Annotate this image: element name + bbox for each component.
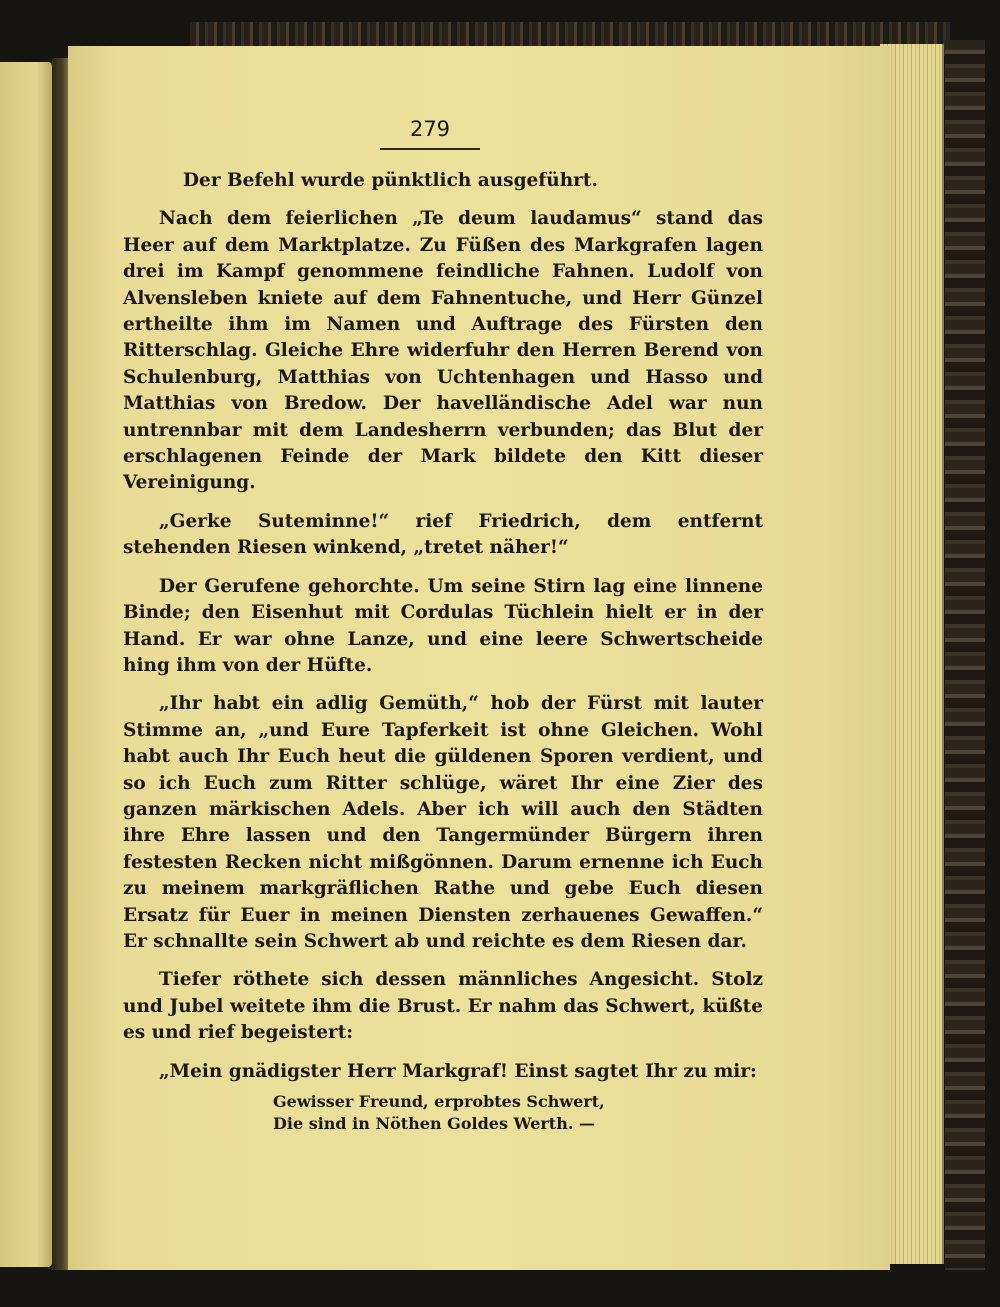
paragraph: „Gerke Suteminne!“ rief Friedrich, dem entfernt stehenden Riesen winkend, „tretet näher!“ (123, 510, 763, 559)
paragraph: „Ihr habt ein adlig Gemüth,“ hob der Fürst mit lauter Stimme an, „und Eure Tapferkeit ist ohne Gleichen. Wohl habt auch Ihr Euch heut die güldenen Sporen verdient, und so ich Euch zum Ritter schlüge, wäret Ihr eine Zier des ganzen märkischen Adels. Aber ich will auch den Städten ihre Ehre lassen und den Tangermünder Bürgern ihren festesten Recken nicht mißgönnen. Darum ernenne ich Euch zu meinem markgräflichen Rathe und gebe Euch diesen Ersatz für Euer in meinen Diensten zerhauenes Gewaffen.“ Er schnallte sein Schwert ab und reichte es dem Riesen dar. (123, 693, 763, 952)
paragraph: Nach dem feierlichen „Te deum laudamus“ stand das Heer auf dem Marktplatze. Zu Füßen des Markgrafen lagen drei im Kampf genommene feindliche Fahnen. Ludolf von Alvensleben kniete auf dem Fahnentuche, und Herr Günzel ertheilte ihm im Namen und Auftrage des Fürsten den Ritterschlag. Gleiche Ehre widerfuhr den Herren Berend von Schulenburg, Matthias von Uchtenhagen und Hasso und Matthias von Bredow. Der havelländische Adel war nun untrennbar mit dem Landesherrn verbunden; das Blut der erschlagenen Feinde der Mark bildete den Kitt dieser Vereinigung. (123, 208, 763, 494)
verse-line: Die sind in Nöthen Goldes Werth. — (273, 1114, 595, 1133)
cover-ornament-right (945, 40, 985, 1270)
page-number-rule (380, 148, 480, 150)
paragraph: Der Gerufene gehorchte. Um seine Stirn lag eine linnene Binde; den Eisenhut mit Cordulas Tüchlein hielt er in der Hand. Er war ohne Lanze, und eine leere Schwertscheide hing ihm von der Hüfte. (123, 575, 763, 676)
paragraph: Tiefer röthete sich dessen männliches Angesicht. Stolz und Jubel weitete ihm die Brust. Er nahm das Schwert, küßte es und rief begeistert: (123, 969, 763, 1044)
page-text (123, 168, 763, 1135)
verse-line: Gewisser Freund, erprobtes Schwert, (273, 1092, 605, 1111)
paragraph: Der Befehl wurde pünktlich ausgeführt. (183, 170, 598, 191)
page-number: 279 (409, 117, 451, 141)
left-facing-page (0, 62, 52, 1267)
paragraph: „Mein gnädigster Herr Markgraf! Einst sagtet Ihr zu mir: (159, 1060, 757, 1082)
verse-quote (273, 1091, 763, 1135)
